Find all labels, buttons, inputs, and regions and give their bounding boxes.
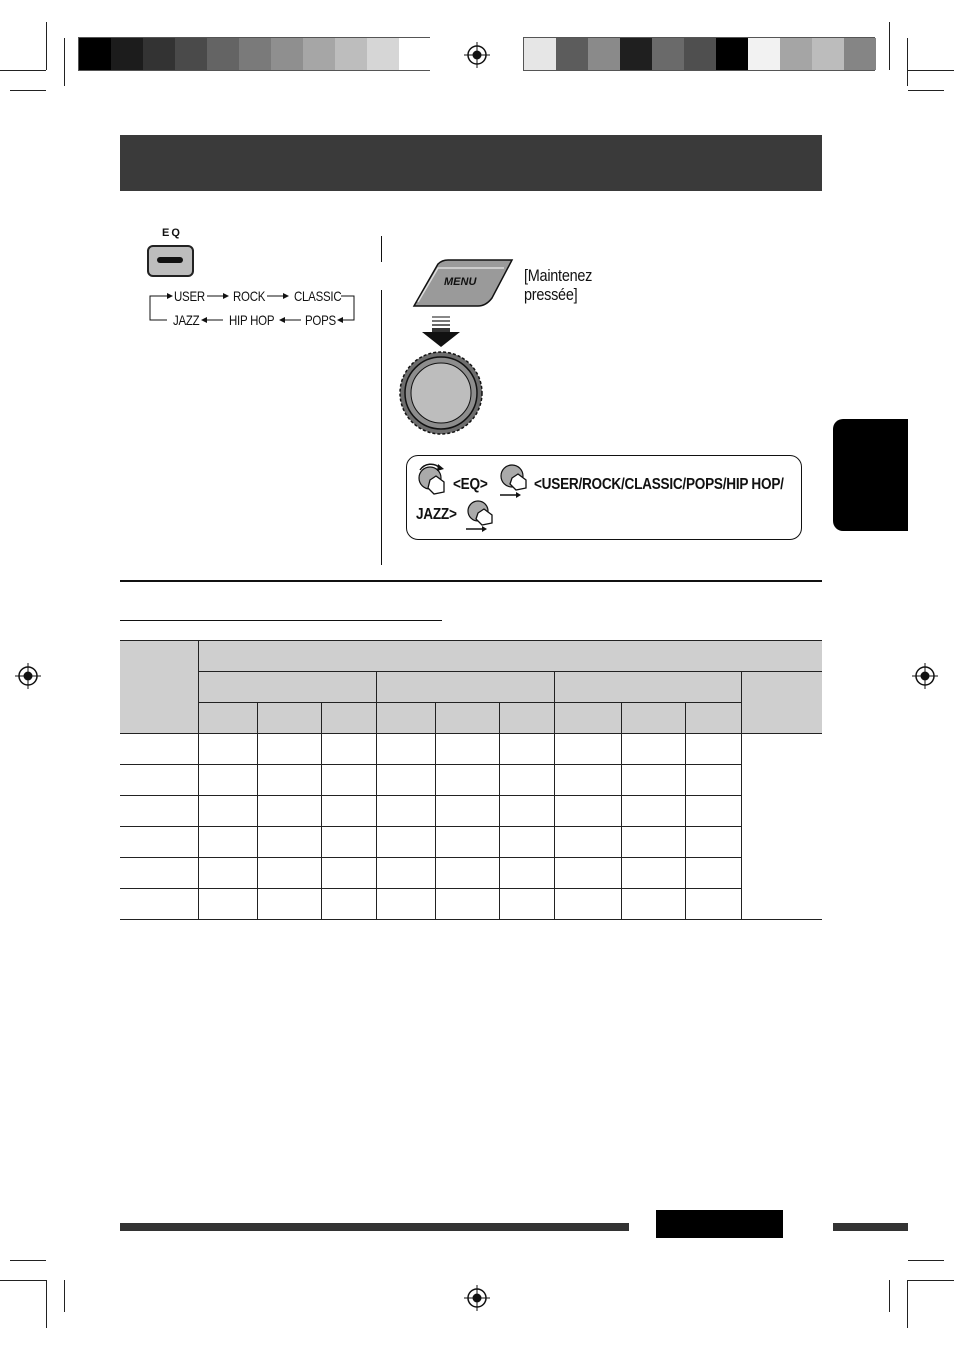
table-cell bbox=[621, 765, 685, 796]
table-cell bbox=[621, 796, 685, 827]
color-swatch bbox=[207, 38, 239, 70]
table-subheader bbox=[321, 703, 376, 734]
table-cell bbox=[554, 765, 621, 796]
row-label-cell bbox=[120, 827, 198, 858]
footer-bar bbox=[120, 1223, 629, 1231]
table-subheader bbox=[376, 703, 435, 734]
table-cell bbox=[321, 734, 376, 765]
crop-mark bbox=[907, 38, 908, 86]
menu-step-jazz: JAZZ> bbox=[416, 506, 457, 523]
color-swatch bbox=[399, 38, 431, 70]
table-cell bbox=[554, 889, 621, 920]
table-row bbox=[120, 765, 822, 796]
color-swatch bbox=[271, 38, 303, 70]
menu-step-eq: <EQ> bbox=[453, 476, 488, 493]
column-divider bbox=[381, 290, 382, 565]
table-header-band-group bbox=[376, 672, 554, 703]
press-dial-icon bbox=[496, 462, 534, 500]
table-cell bbox=[499, 858, 554, 889]
table-cell bbox=[499, 796, 554, 827]
color-swatch bbox=[79, 38, 111, 70]
hold-text-line2: pressée] bbox=[524, 285, 578, 304]
table-subheader bbox=[554, 703, 621, 734]
color-swatch bbox=[556, 38, 588, 70]
color-swatch bbox=[335, 38, 367, 70]
section-rule bbox=[120, 580, 822, 582]
table-cell bbox=[376, 858, 435, 889]
eq-button-icon[interactable] bbox=[146, 244, 196, 278]
crop-mark bbox=[0, 70, 46, 71]
table-cell bbox=[376, 734, 435, 765]
table-cell bbox=[621, 827, 685, 858]
table-header-last bbox=[741, 672, 822, 734]
page-number-badge bbox=[656, 1210, 783, 1238]
registration-target-icon bbox=[912, 663, 938, 689]
table-cell bbox=[257, 734, 321, 765]
table-row bbox=[120, 889, 822, 920]
table-cell bbox=[554, 734, 621, 765]
table-cell bbox=[685, 827, 741, 858]
registration-target-icon bbox=[464, 42, 490, 68]
crop-mark bbox=[64, 38, 65, 86]
table-cell bbox=[257, 889, 321, 920]
table-cell bbox=[554, 827, 621, 858]
table-cell bbox=[499, 889, 554, 920]
table-cell bbox=[685, 889, 741, 920]
row-label-cell bbox=[120, 765, 198, 796]
table-subheader bbox=[257, 703, 321, 734]
eq-settings-table bbox=[120, 640, 822, 920]
flow-item-rock: ROCK bbox=[233, 288, 266, 304]
table-row bbox=[120, 796, 822, 827]
color-swatch bbox=[239, 38, 271, 70]
table-cell bbox=[499, 765, 554, 796]
table-cell bbox=[499, 734, 554, 765]
crop-mark bbox=[908, 70, 954, 71]
crop-mark bbox=[10, 90, 46, 91]
crop-mark bbox=[889, 22, 890, 70]
color-swatch bbox=[303, 38, 335, 70]
table-header-band-group bbox=[198, 672, 376, 703]
table-cell bbox=[257, 796, 321, 827]
column-divider bbox=[381, 236, 382, 262]
row-label-cell bbox=[120, 889, 198, 920]
section-title-band bbox=[120, 135, 822, 191]
table-cell bbox=[554, 858, 621, 889]
color-swatch bbox=[684, 38, 716, 70]
color-swatch bbox=[143, 38, 175, 70]
color-swatch bbox=[367, 38, 399, 70]
table-cell bbox=[321, 765, 376, 796]
table-cell bbox=[621, 734, 685, 765]
menu-key-label: MENU bbox=[444, 276, 477, 288]
table-cell bbox=[198, 889, 257, 920]
crop-mark bbox=[46, 1280, 47, 1328]
row-label-cell bbox=[120, 858, 198, 889]
table-cell bbox=[321, 796, 376, 827]
crop-mark bbox=[46, 22, 47, 70]
table-cell bbox=[198, 858, 257, 889]
table-cell bbox=[435, 796, 499, 827]
color-swatch bbox=[780, 38, 812, 70]
table-cell bbox=[685, 734, 741, 765]
color-swatch bbox=[588, 38, 620, 70]
table-cell bbox=[198, 796, 257, 827]
table-subheader bbox=[499, 703, 554, 734]
table-cell bbox=[198, 827, 257, 858]
table-cell bbox=[321, 858, 376, 889]
table-subheader bbox=[198, 703, 257, 734]
table-cell bbox=[257, 827, 321, 858]
color-swatch bbox=[716, 38, 748, 70]
crop-mark bbox=[908, 90, 944, 91]
color-swatch bbox=[748, 38, 780, 70]
crop-mark bbox=[908, 1280, 954, 1281]
row-label-cell bbox=[120, 796, 198, 827]
flow-item-jazz: JAZZ bbox=[173, 312, 200, 328]
menu-step-presets: <USER/ROCK/CLASSIC/POPS/HIP HOP/ bbox=[534, 476, 784, 493]
crop-mark bbox=[908, 1260, 944, 1261]
table-cell bbox=[257, 765, 321, 796]
crop-mark bbox=[0, 1280, 46, 1281]
turn-dial-icon bbox=[414, 462, 452, 496]
table-subheader bbox=[621, 703, 685, 734]
press-dial-icon bbox=[462, 498, 500, 534]
hold-text-line1: [Maintenez bbox=[524, 266, 593, 285]
table-cell bbox=[376, 827, 435, 858]
color-swatch bbox=[844, 38, 876, 70]
table-cell bbox=[198, 765, 257, 796]
table-cell bbox=[621, 889, 685, 920]
table-cell bbox=[435, 858, 499, 889]
table-cell bbox=[435, 827, 499, 858]
hold-instruction bbox=[524, 266, 592, 304]
table-cell bbox=[435, 889, 499, 920]
table-subheader bbox=[435, 703, 499, 734]
table-cell bbox=[554, 796, 621, 827]
table-cell bbox=[435, 734, 499, 765]
table-cell bbox=[685, 858, 741, 889]
table-row bbox=[120, 734, 822, 765]
crop-mark bbox=[64, 1280, 65, 1312]
table-row bbox=[120, 827, 822, 858]
color-swatch bbox=[812, 38, 844, 70]
crop-mark bbox=[907, 1280, 908, 1328]
table-cell bbox=[376, 889, 435, 920]
registration-target-icon bbox=[15, 663, 41, 689]
table-cell bbox=[376, 796, 435, 827]
table-cell bbox=[499, 827, 554, 858]
table-cell bbox=[321, 889, 376, 920]
subsection-rule bbox=[120, 620, 442, 621]
flow-item-user: USER bbox=[174, 288, 205, 304]
flow-item-pops: POPS bbox=[305, 312, 336, 328]
flow-item-classic: CLASSIC bbox=[294, 288, 342, 304]
control-dial-icon[interactable] bbox=[398, 350, 484, 436]
table-body bbox=[120, 734, 822, 920]
table-cell bbox=[435, 765, 499, 796]
table-cell bbox=[257, 858, 321, 889]
color-swatch bbox=[111, 38, 143, 70]
color-swatch bbox=[620, 38, 652, 70]
table-subheader bbox=[685, 703, 741, 734]
table-cell bbox=[621, 858, 685, 889]
flow-item-hiphop: HIP HOP bbox=[229, 312, 275, 328]
crop-mark bbox=[889, 1280, 890, 1312]
crop-mark bbox=[10, 1260, 46, 1261]
footer-bar-right bbox=[833, 1223, 908, 1231]
table-cell bbox=[376, 765, 435, 796]
table-cell bbox=[198, 734, 257, 765]
table-header-band-group bbox=[554, 672, 741, 703]
table-row bbox=[120, 858, 822, 889]
color-swatch bbox=[524, 38, 556, 70]
table-cell bbox=[321, 827, 376, 858]
table-header-corner bbox=[120, 641, 198, 734]
row-label-cell bbox=[120, 734, 198, 765]
eq-button-label: EQ bbox=[162, 227, 182, 239]
table-cell bbox=[685, 765, 741, 796]
language-side-tab bbox=[833, 419, 908, 531]
registration-target-icon bbox=[464, 1285, 490, 1311]
merged-cell bbox=[741, 734, 822, 920]
table-header-top bbox=[198, 641, 822, 672]
table-cell bbox=[685, 796, 741, 827]
color-swatch bbox=[175, 38, 207, 70]
down-arrow-icon bbox=[420, 316, 462, 348]
color-swatch bbox=[652, 38, 684, 70]
